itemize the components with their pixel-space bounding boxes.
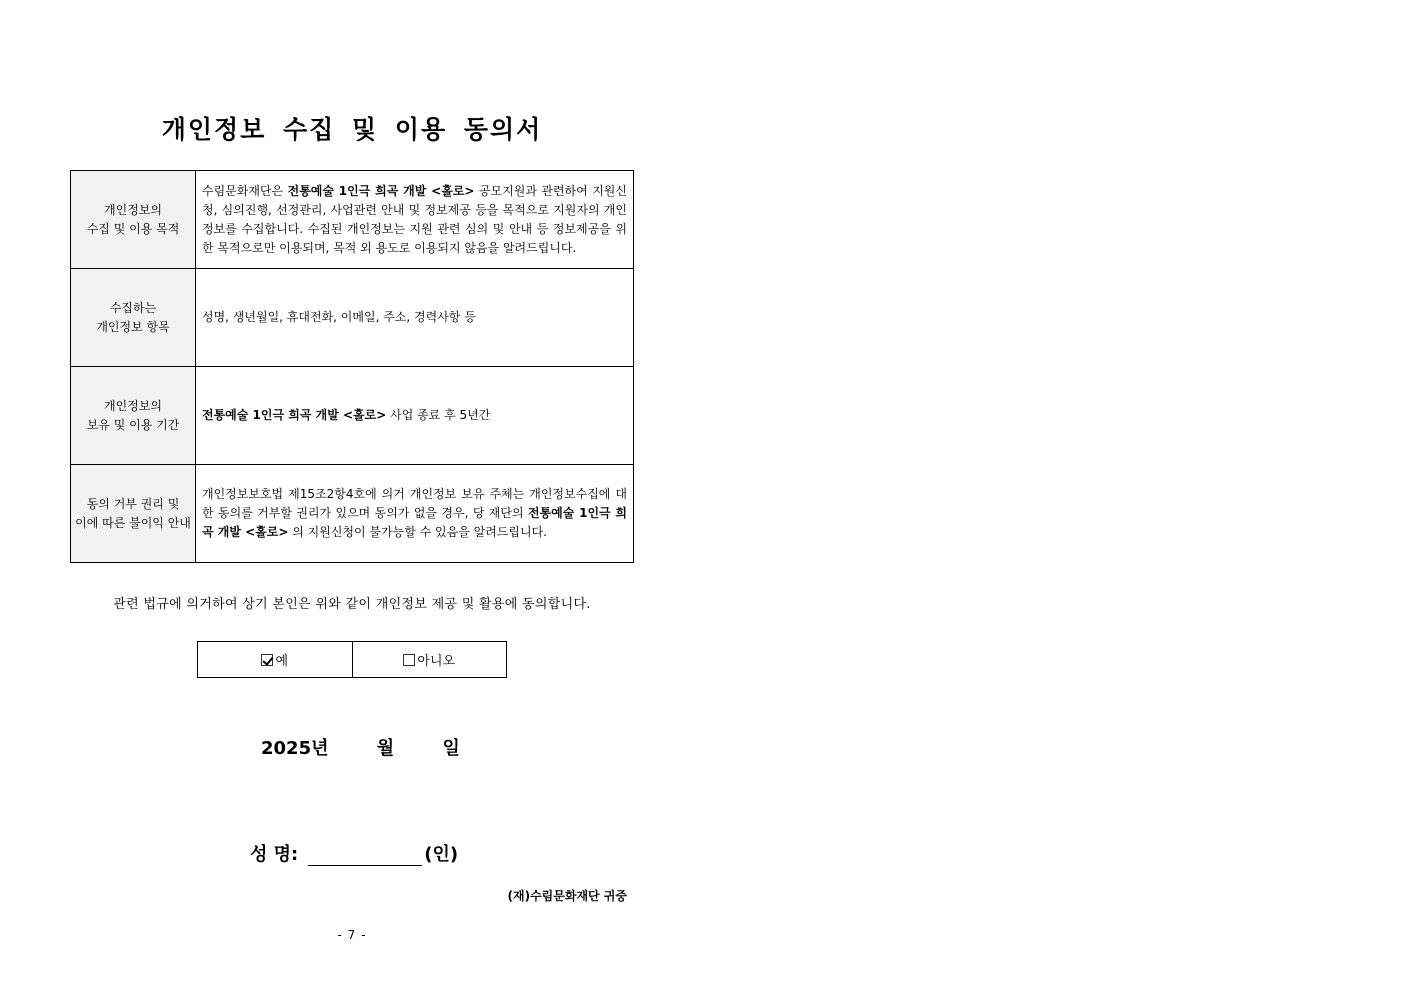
- page-number: - 7 -: [337, 928, 367, 942]
- content-text: 개인정보보호법 제15조2항4호에 의거 개인정보 보유 주체는 개인정보수집에 대한 동의를 거부할 권리가 있으며 동의가 없을 경우, 당 재단의: [202, 487, 627, 520]
- content-text: 수림문화재단은: [202, 183, 288, 198]
- row-label-retention: [71, 367, 196, 465]
- checked-checkbox-icon[interactable]: [261, 654, 273, 666]
- date-line: [261, 734, 460, 760]
- project-name: 전통예술 1인극 희곡 개발 <홀로>: [202, 408, 387, 422]
- label-line: 개인정보 항목: [96, 319, 170, 334]
- unchecked-checkbox-icon[interactable]: [403, 654, 415, 666]
- date-day: 일: [442, 738, 460, 759]
- yes-option-cell[interactable]: [198, 642, 353, 678]
- signature-blank[interactable]: [308, 845, 422, 866]
- content-text: 사업 종료 후 5년간: [386, 408, 491, 422]
- consent-choice-table: [197, 641, 507, 678]
- label-line: 동의 거부 권리 및: [86, 496, 180, 511]
- table-row: [71, 269, 634, 367]
- name-label: 성 명:: [250, 844, 299, 865]
- content-text: 의 지원신청이 불가능할 수 있음을 알려드립니다.: [288, 525, 547, 539]
- row-label-refusal-rights: [71, 465, 196, 563]
- label-line: 개인정보의: [104, 202, 162, 217]
- content-text: 성명, 생년월일, 휴대전화, 이메일, 주소, 경력사항 등: [202, 310, 476, 324]
- row-content-items: [196, 269, 634, 367]
- project-name: 전통예술 1인극 희곡 개발 <홀로>: [202, 506, 627, 539]
- row-content-retention: [196, 367, 634, 465]
- seal-mark: (인): [424, 844, 459, 865]
- signature-line: [250, 840, 458, 866]
- label-line: 수집 및 이용 목적: [86, 221, 180, 236]
- table-row: [71, 465, 634, 563]
- project-name: 전통예술 1인극 희곡 개발 <홀로>: [287, 183, 475, 198]
- date-year: 2025년: [261, 738, 329, 759]
- row-label-items: [71, 269, 196, 367]
- content-text: 공모지원과 관련하여 지원신청, 심의진행, 선정관리, 사업관련 안내 및 정보제공 등을 목적으로 지원자의 개인정보를 수집합니다. 수집된 개인정보는 지원 관련 심의 및 안내 등 정보제공을 위한 목적으로만 이용되며, 목적 외 용도로 이용되지 않음을 알려드립니다.: [202, 183, 627, 255]
- label-line: 수집하는: [109, 300, 157, 315]
- yes-label: 예: [275, 654, 289, 669]
- label-line: 이에 따른 불이익 안내: [75, 515, 191, 530]
- row-label-purpose: [71, 171, 196, 269]
- table-row: [71, 171, 634, 269]
- row-content-refusal-rights: [196, 465, 634, 563]
- consent-info-table: [70, 170, 634, 563]
- no-label: 아니오: [417, 654, 456, 669]
- label-line: 보유 및 이용 기간: [86, 417, 180, 432]
- row-content-purpose: [196, 171, 634, 269]
- table-row: [71, 367, 634, 465]
- addressee: (재)수림문화재단 귀중: [507, 889, 627, 903]
- date-month: 월: [376, 738, 395, 759]
- no-option-cell[interactable]: [352, 642, 507, 678]
- consent-statement: 관련 법규에 의거하여 상기 본인은 위와 같이 개인정보 제공 및 활용에 동의합니다.: [113, 597, 591, 612]
- label-line: 개인정보의: [104, 398, 162, 413]
- document-title: 개인정보 수집 및 이용 동의서: [161, 115, 543, 144]
